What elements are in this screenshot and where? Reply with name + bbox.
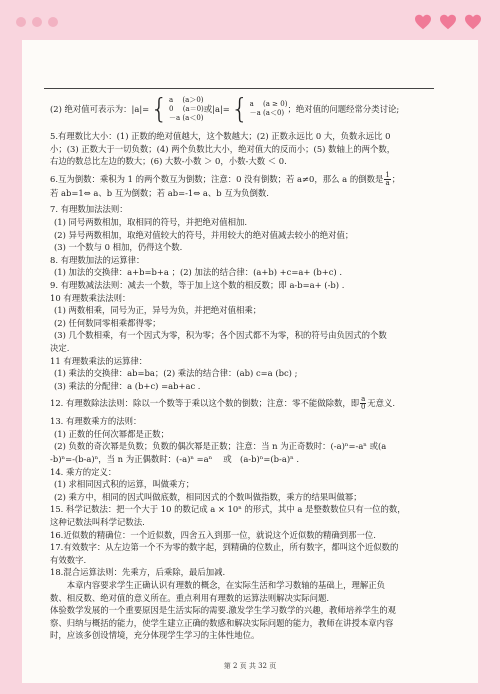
fraction	[360, 396, 366, 411]
abs-suffix: ；绝对值的问题经常分类讨论;	[287, 103, 400, 114]
text-line: 时，应该多创设情境，充分体现学生学习的主体性地位。	[50, 630, 260, 641]
abs-prefix: (2) 绝对值可表示为：	[50, 103, 132, 114]
dot-icon	[32, 17, 42, 27]
text-line: 若 ab=1⇔ a、b 互为倒数；若 ab=-1⇔ a、b 互为负倒数.	[50, 187, 269, 198]
text-span: 12. 有理数除法法则：除以一个数等于乘以这个数的倒数；注意：零不能做除数，即	[50, 398, 360, 409]
abs-or: 或	[203, 103, 213, 114]
text-line: 9. 有理数减法法则：减去一个数，等于加上这个数的相反数；即 a-b=a+ (-b) .	[50, 279, 345, 290]
text-line: 11 有理数乘法的运算律：	[50, 355, 148, 366]
text-line: (1) 正数的任何次幂都是正数；	[54, 428, 170, 439]
text-line: 有效数字.	[50, 554, 87, 565]
abs-lhs-1: |a|=	[131, 103, 150, 114]
abs-case: a (a＞0)	[169, 95, 204, 104]
text-line: 右边的数总比左边的数大；(6) 大数-小数 ＞ 0，小数-大数 ＜ 0.	[50, 156, 287, 167]
dot-icon	[16, 17, 26, 27]
text-line: 18.混合运算法则：先乘方，后乘除，最后加减.	[50, 567, 226, 578]
text-line: 5.有理数比大小：(1) 正数的绝对值越大，这个数越大；(2) 正数永远比 0 大，负数永远比 0	[50, 131, 391, 141]
text-line: 8. 有理数加法的运算律：	[50, 254, 145, 265]
text-line-division	[50, 396, 434, 411]
abs-lhs-2: |a|=	[212, 103, 230, 114]
abs-case: －a (a＜0)	[249, 109, 285, 117]
abs-case: 0 (a＝0)	[169, 104, 204, 113]
text-line: (3) 几个数相乘，有一个因式为零，积为零；各个因式都不为零，积的符号由负因式的个数	[54, 330, 387, 341]
text-span: 6.互为倒数：乘积为 1 的两个数互为倒数；注意：0 没有倒数；若 a≠0，那么 a 的倒数是	[50, 173, 384, 184]
heart-icon	[414, 14, 432, 30]
hearts-decoration	[414, 14, 482, 30]
text-line: 17.有效数字：从左边第一个不为零的数字起，到精确的位数止，所有数字，都叫这个近似数的	[50, 542, 399, 553]
text-line: -b)ⁿ=-(b-a)ⁿ，当 n 为正偶数时：(-a)ⁿ =aⁿ 或 (a-b)ⁿ=(b-a)ⁿ .	[50, 454, 300, 465]
text-line: (3) 一个数与 0 相加，仍得这个数.	[54, 242, 183, 253]
abs-cases-1	[169, 96, 204, 123]
text-line-reciprocal	[50, 172, 434, 187]
text-line: 13. 有理数乘方的法则：	[50, 416, 142, 427]
brace-icon: {	[230, 92, 249, 125]
text-span: 无意义.	[367, 398, 396, 409]
text-line: (1) 乘法的交换律：ab=ba；(2) 乘法的结合律：(ab) c=a (bc) ;	[54, 368, 298, 379]
dot-icon	[48, 17, 58, 27]
abs-cases-2	[250, 100, 288, 118]
fraction	[384, 172, 390, 187]
text-line: 15. 科学记数法：把一个大于 10 的数记成 a × 10ⁿ 的形式，其中 a 是整数数位只有一位的数，	[50, 504, 406, 515]
fraction-denominator: 0	[360, 403, 366, 412]
text-line: (1) 两数相乘，同号为正，异号为负，并把绝对值相乘；	[54, 305, 262, 316]
fraction-numerator: a	[361, 395, 366, 404]
text-line: (3) 乘法的分配律：a (b+c) =ab+ac .	[54, 380, 201, 391]
text-line: 数、相反数、绝对值的意义所在。重点利用有理数的运算法则解决实际问题.	[50, 592, 330, 603]
text-line: (1) 求相同因式积的运算，叫做乘方；	[54, 479, 195, 490]
text-line: 本章内容要求学生正确认识有理数的概念，在实际生活和学习数轴的基础上，理解正负	[50, 580, 385, 590]
fraction-numerator: 1	[385, 170, 390, 179]
text-span: ；	[391, 173, 401, 184]
abs-case: a (a ≥ 0)	[249, 100, 288, 108]
text-line: (1) 同号两数相加，取相同的符号，并把绝对值相加.	[54, 216, 248, 227]
text-line: 16.近似数的精确位：一个近似数，四舍五入到那一位，就说这个近似数的精确到那一位.	[50, 529, 376, 540]
text-line: (2) 负数的奇次幂是负数；负数的偶次幂是正数；注意：当 n 为正奇数时：(-a)ⁿ=-aⁿ 或(a	[54, 441, 387, 452]
text-line: (1) 加法的交换律：a+b=b+a ；(2) 加法的结合律：(a+b) +c=a+ (b+c) .	[54, 267, 342, 278]
brace-icon: {	[150, 92, 169, 125]
text-line: (2) 任何数同零相乘都得零；	[54, 317, 161, 328]
text-line: 10 有理数乘法法则：	[50, 292, 131, 303]
top-bar	[0, 0, 500, 40]
text-line: 7. 有理数加法法则：	[50, 204, 128, 215]
document-body	[50, 92, 434, 642]
text-line: 小；(3) 正数大于一切负数；(4) 两个负数比大小，绝对值大的反而小；(5) 数轴上的两个数，	[50, 143, 396, 154]
text-line: (2) 异号两数相加，取绝对值较大的符号，并用较大的绝对值减去较小的绝对值；	[54, 229, 354, 240]
window-dots	[16, 17, 58, 27]
heart-icon	[439, 14, 457, 30]
text-line: 体验数学发展的一个重要原因是生活实际的需要.激发学生学习数学的兴趣，教师培养学生的观	[50, 605, 397, 616]
text-line: 这种记数法叫科学记数法.	[50, 517, 145, 528]
page-number: 第 2 页 共 32 页	[223, 662, 277, 670]
absolute-value-formula	[50, 92, 434, 126]
heart-icon	[464, 14, 482, 30]
abs-case: －a (a＜0)	[169, 113, 204, 122]
fraction-denominator: a	[385, 178, 390, 187]
text-line: 察、归纳与概括的能力，使学生建立正确的数感和解决实际问题的能力，教师在讲授本章内容	[50, 617, 394, 628]
text-line: 决定.	[50, 342, 70, 353]
text-line: 14. 乘方的定义：	[50, 466, 117, 477]
header-rule	[44, 88, 434, 89]
text-line: (2) 乘方中，相同的因式叫做底数，相同因式的个数叫做指数，乘方的结果叫做幂；	[54, 491, 362, 502]
